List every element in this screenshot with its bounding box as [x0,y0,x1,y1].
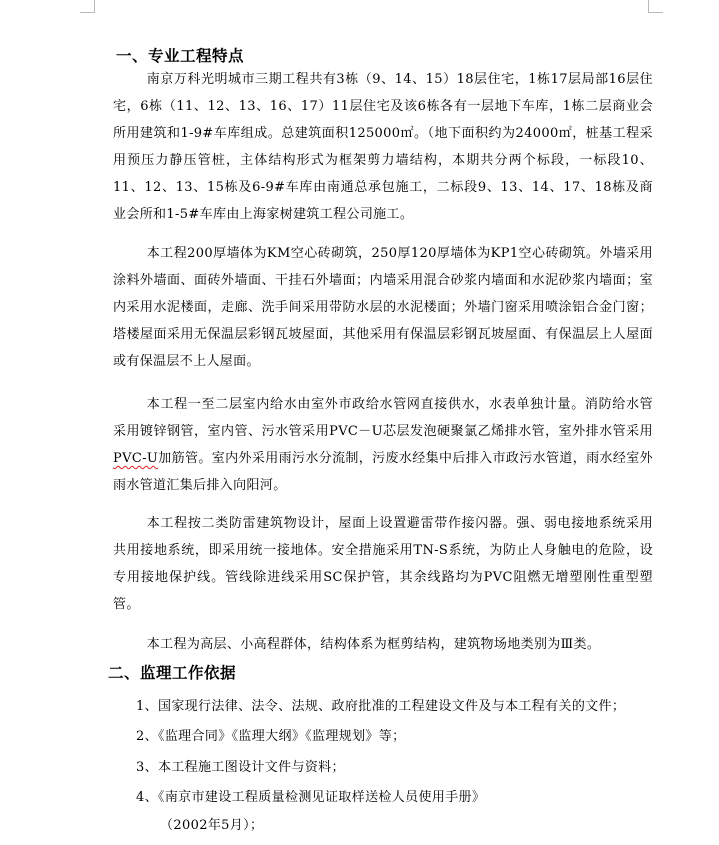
paragraph-text-part: 加筋管。室内外采用雨污水分流制，污废水经集中后排入市政污水管道，雨水经室外雨水管道汇集后排入向阳河。 [113,451,653,493]
paragraph-water-supply-drainage [113,391,653,499]
spellcheck-marked-word[interactable]: PVC-U [113,451,159,466]
section-heading-project-features: 一、专业工程特点 [116,47,245,65]
list-item: 4、《南京市建设工程质量检测见证取样送检人员使用手册》 [136,790,486,805]
paragraph-structure-type: 本工程为高层、小高程群体，结构体系为框剪结构，建筑物场地类别为Ⅲ类。 [146,637,601,652]
paragraph-lightning-protection: 本工程按二类防雷建筑物设计，屋面上设置避雷带作接闪器。强、弱电接地系统采用共用接地系统，即采用统一接地体。安全措施采用TN-S系统，为防止人身触电的危险，设专用接地保护线。管线除进线采用SC保护管，其余线路均为PVC阻燃无增塑刚性重型塑管。 [113,516,653,612]
list-item: 1、国家现行法律、法令、法规、政府批准的工程建设文件及与本工程有关的文件； [136,699,626,714]
paragraph-text-part: 本工程一至二层室内给水由室外市政给水管网直接供水，水表单独计量。消防给水管采用镀锌钢管，室内管、污水管采用PVC－U芯层发泡硬聚氯乙烯排水管，室外排水管采用 [113,397,653,439]
paragraph-walls-finishes: 本工程200厚墙体为KM空心砖砌筑，250厚120厚墙体为KP1空心砖砌筑。外墙采用涂料外墙面、面砖外墙面、干挂石外墙面；内墙采用混合砂浆内墙面和水泥砂浆内墙面；室内采用水泥楼面，走廊、洗手间采用带防水层的水泥楼面；外墙门窗采用喷涂铝合金门窗；塔楼屋面采用无保温层彩钢瓦坡屋面，其他采用有保温层彩钢瓦坡屋面、有保温层上人屋面或有保温层不上人屋面。 [113,246,653,369]
paragraph-project-overview: 南京万科光明城市三期工程共有3栋（9、14、15）18层住宅，1栋17层局部16层住宅，6栋（11、12、13、16、17）11层住宅及该6栋各有一层地下车库，1栋二层商业会所用建筑和1-9#车库组成。总建筑面积125000㎡。（地下面积约为24000㎡，桩基工程采用预压力静压管桩，主体结构形式为框架剪力墙结构，本期共分两个标段，一标段10、11、12、13、15栋及6-9#车库由南通总承包施工，二标段9、13、14、17、18栋及商业会所和1-5#车库由上海家树建筑工程公司施工。 [113,72,653,222]
list-item: 2、《监理合同》《监理大纲》《监理规划》等； [136,729,406,744]
list-item: 3、本工程施工图设计文件与资料； [136,760,345,775]
page-corner-mark-left [80,0,95,13]
page-corner-mark-right [648,0,663,13]
section-heading-supervision-basis: 二、监理工作依据 [108,664,237,682]
list-item-continuation: （2002年5月）； [160,818,264,833]
